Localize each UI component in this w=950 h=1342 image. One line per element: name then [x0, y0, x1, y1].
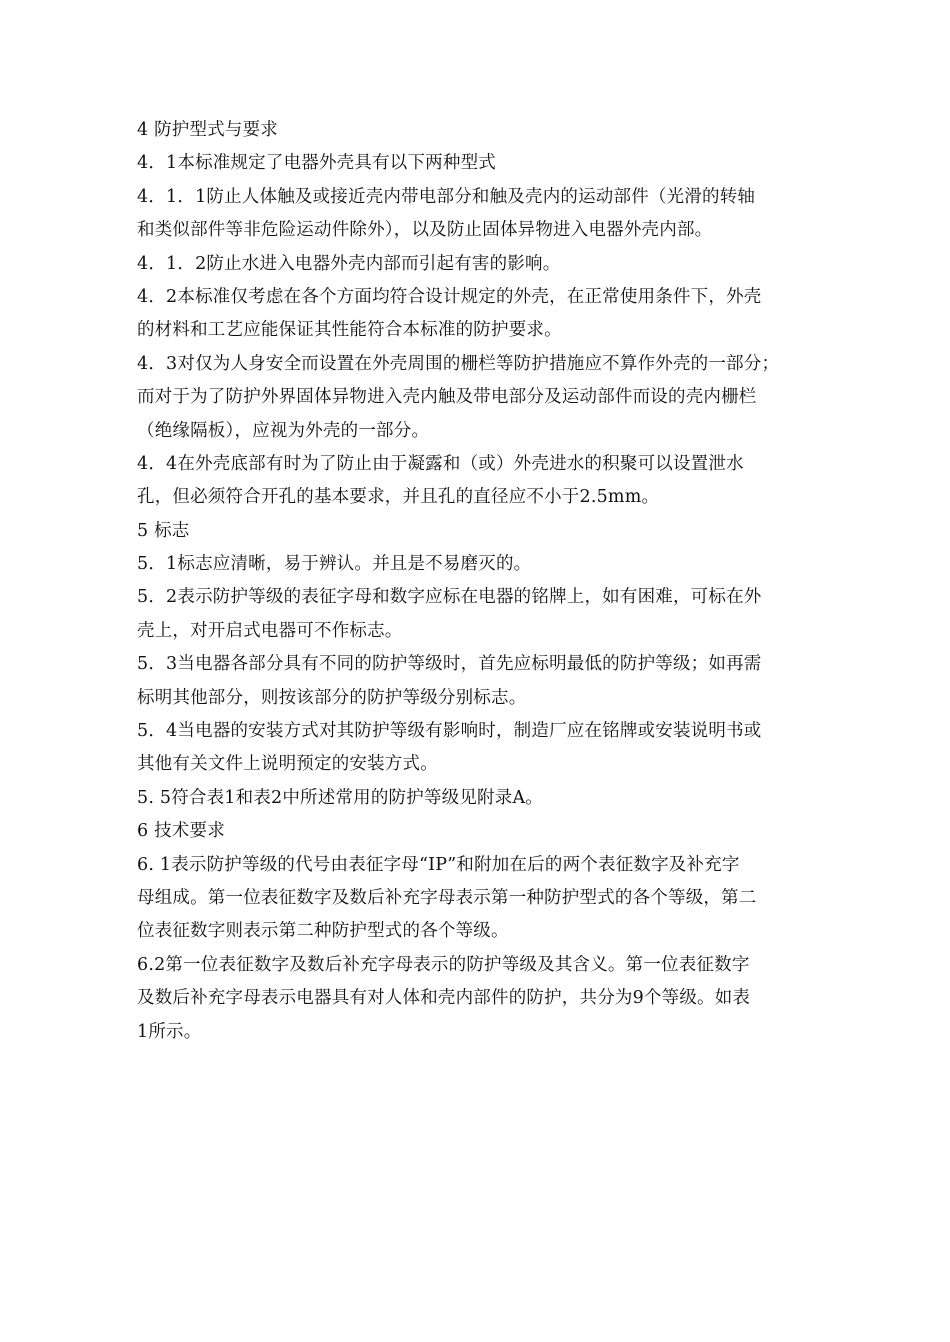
text-line: 4．1本标准规定了电器外壳具有以下两种型式 [137, 153, 496, 174]
text-line: 的材料和工艺应能保证其性能符合本标准的防护要求。 [137, 320, 562, 341]
text-line: 母组成。第一位表征数字及数后补充字母表示第一种防护型式的各个等级，第二 [137, 887, 757, 908]
text-line: 及数后补充字母表示电器具有对人体和壳内部件的防护，共分为9个等级。如表 [137, 988, 751, 1009]
text-line: 4．2本标准仅考虑在各个方面均符合设计规定的外壳，在正常使用条件下，外壳 [137, 286, 762, 307]
text-line: 4．1．1防止人体触及或接近壳内带电部分和触及壳内的运动部件（光滑的转轴 [137, 186, 756, 207]
text-line: 5．2表示防护等级的表征字母和数字应标在电器的铭牌上，如有困难，可标在外 [137, 587, 762, 608]
section-heading: 6 技术要求 [137, 821, 225, 842]
text-line: 标明其他部分，则按该部分的防护等级分别标志。 [137, 687, 527, 708]
text-line: 6.2第一位表征数字及数后补充字母表示的防护等级及其含义。第一位表征数字 [137, 954, 750, 975]
text-line: 6. 1表示防护等级的代号由表征字母“IP”和附加在后的两个表征数字及补充字 [137, 854, 740, 875]
section-heading: 5 标志 [137, 520, 190, 541]
text-line: 4．4在外壳底部有时为了防止由于凝露和（或）外壳进水的积聚可以设置泄水 [137, 453, 744, 474]
text-line: 和类似部件等非危险运动件除外），以及防止固体异物进入电器外壳内部。 [137, 220, 713, 241]
section-heading: 4 防护型式与要求 [137, 120, 278, 140]
text-line: （绝缘隔板），应视为外壳的一部分。 [137, 420, 430, 441]
text-line: 5．4当电器的安装方式对其防护等级有影响时，制造厂应在铭牌或安装说明书或 [137, 721, 762, 742]
text-line: 4．3对仅为人身安全而设置在外壳周围的栅栏等防护措施应不算作外壳的一部分； [137, 353, 780, 374]
text-line: 5. 5符合表1和表2中所述常用的防护等级见附录A。 [137, 787, 543, 808]
text-line: 其他有关文件上说明预定的安装方式。 [137, 754, 438, 775]
text-line: 4．1．2防止水进入电器外壳内部而引起有害的影响。 [137, 253, 561, 274]
text-line: 5．1标志应清晰，易于辨认。并且是不易磨灭的。 [137, 554, 532, 575]
text-line: 而对于为了防护外界固体异物进入壳内触及带电部分及运动部件而设的壳内栅栏 [137, 387, 757, 408]
text-line: 5．3当电器各部分具有不同的防护等级时，首先应标明最低的防护等级；如再需 [137, 654, 762, 675]
document-body [137, 114, 817, 1049]
text-line: 1所示。 [137, 1021, 202, 1042]
text-line: 孔，但必须符合开孔的基本要求，并且孔的直径应不小于2.5mm。 [137, 487, 660, 508]
text-line: 壳上，对开启式电器可不作标志。 [137, 620, 403, 641]
text-line: 位表征数字则表示第二种防护型式的各个等级。 [137, 921, 509, 942]
